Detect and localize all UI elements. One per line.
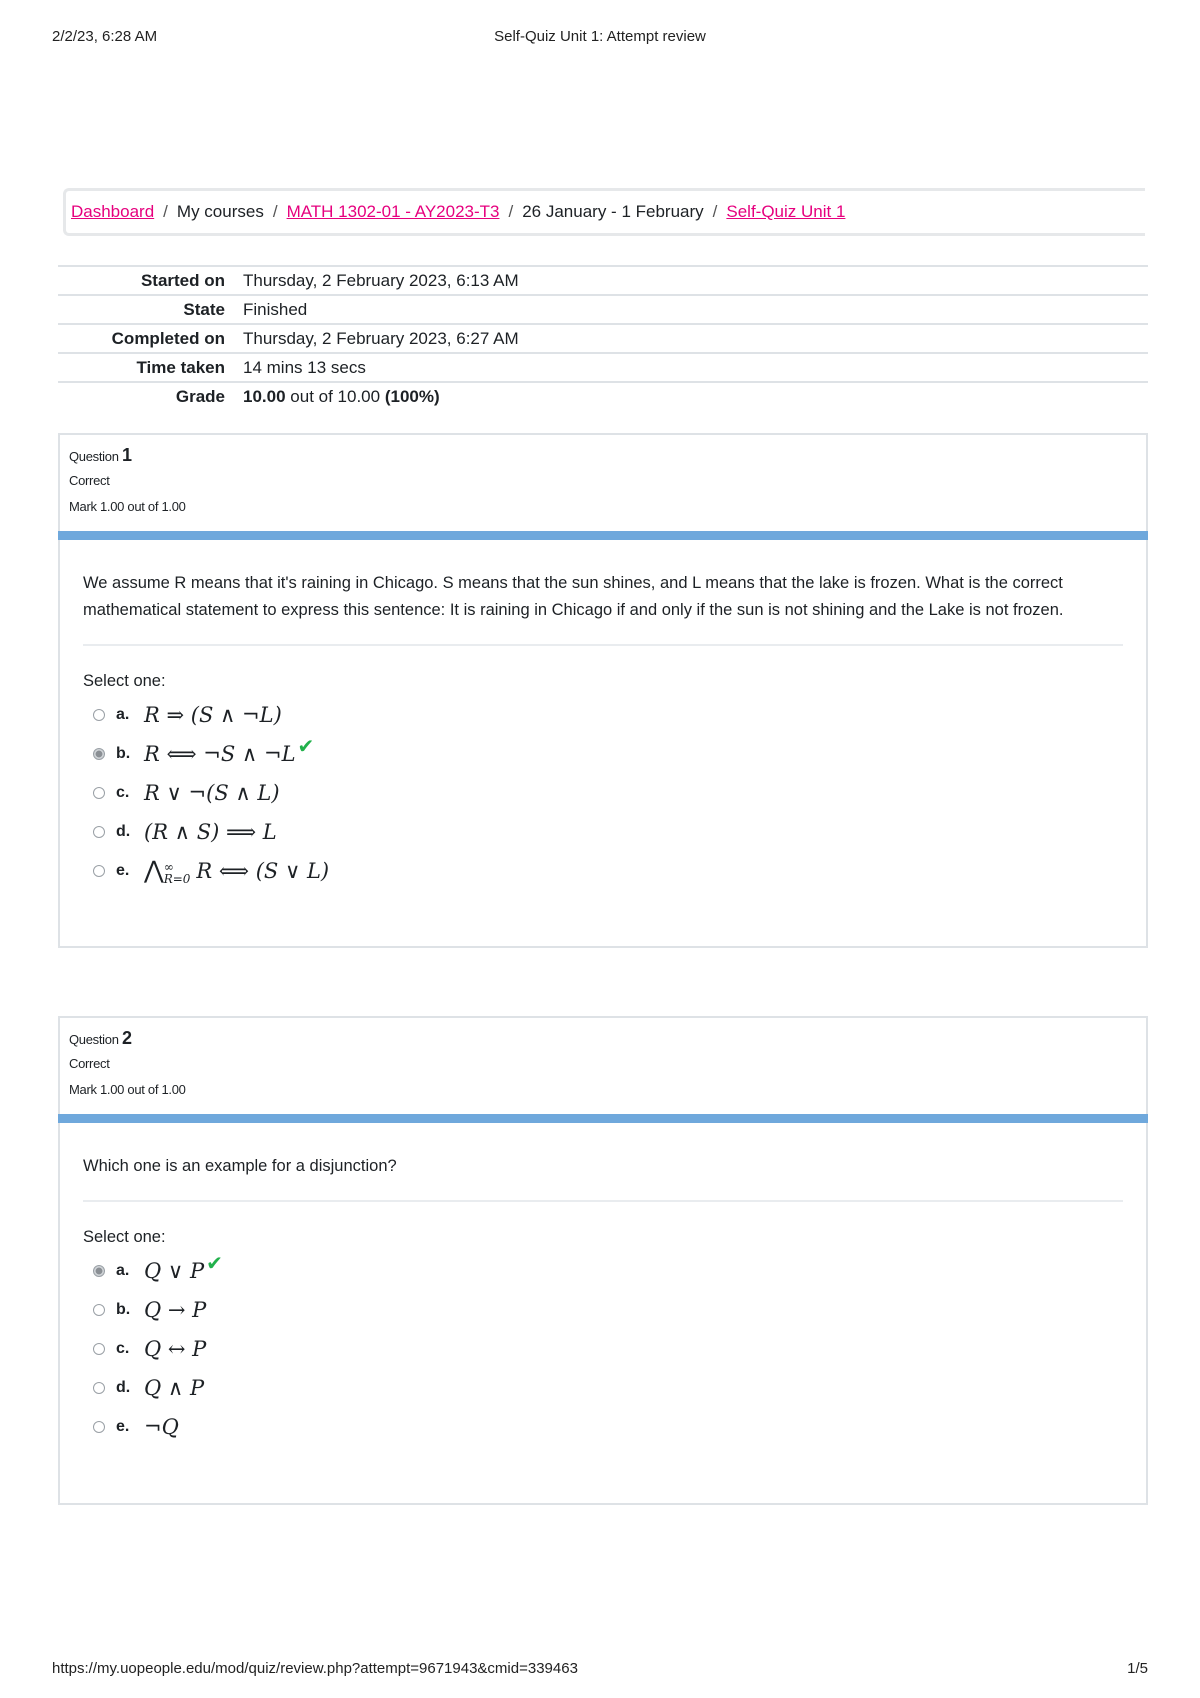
breadcrumb-separator: /: [712, 202, 718, 221]
answer-letter: c.: [116, 1339, 130, 1357]
summary-value: [243, 382, 1148, 410]
print-date: 2/2/23, 6:28 AM: [52, 28, 158, 45]
answer-option[interactable]: [83, 1290, 1123, 1329]
radio-button[interactable]: [93, 1304, 105, 1316]
answer-option[interactable]: [83, 695, 1123, 734]
radio-button-checked[interactable]: [93, 748, 105, 760]
answer-expression-rest: R ⟺ (S ∨ L): [196, 859, 330, 884]
question-divider-bar: [58, 1114, 1148, 1123]
answer-expression: (R ∧ S) ⟹ L: [144, 819, 277, 844]
question-info: [60, 435, 1146, 531]
summary-label: State: [58, 295, 243, 324]
summary-label: Started on: [58, 266, 243, 295]
upper-limit: ∞: [163, 859, 174, 874]
answer-list: [83, 695, 1123, 890]
question-state: Correct: [69, 473, 110, 488]
question-state: Correct: [69, 1056, 110, 1071]
question-number-value: 2: [121, 1028, 132, 1048]
big-and-operator: ⋀: [144, 856, 164, 885]
answer-expression: [144, 856, 329, 885]
question-text: Which one is an example for a disjunction?: [83, 1153, 1123, 1202]
radio-button[interactable]: [93, 709, 105, 721]
answer-expression: ¬Q: [144, 1414, 179, 1439]
answer-option[interactable]: [83, 812, 1123, 851]
answer-letter: e.: [116, 1417, 130, 1435]
answer-option[interactable]: [83, 851, 1123, 890]
answer-expression: Q ∨ P: [144, 1258, 205, 1283]
radio-button[interactable]: [93, 1343, 105, 1355]
question-mark: Mark 1.00 out of 1.00: [69, 499, 186, 514]
question-card: [58, 433, 1148, 948]
breadcrumb-course-link[interactable]: MATH 1302-01 - AY2023-T3: [286, 202, 500, 221]
breadcrumb-separator: /: [163, 202, 168, 221]
question-number: [69, 445, 1146, 466]
answer-expression: Q ↔ P: [144, 1336, 207, 1361]
answer-expression: R ⇒ (S ∧ ¬L): [144, 702, 282, 727]
breadcrumb-separator: /: [508, 202, 514, 221]
breadcrumb: [63, 188, 1145, 236]
answer-letter: d.: [116, 822, 131, 840]
radio-button[interactable]: [93, 787, 105, 799]
summary-value: Thursday, 2 February 2023, 6:27 AM: [243, 324, 1148, 353]
answer-letter: e.: [116, 861, 130, 879]
print-page-number: 1/5: [1127, 1660, 1148, 1677]
question-mark: Mark 1.00 out of 1.00: [69, 1082, 186, 1097]
summary-label: Time taken: [58, 353, 243, 382]
question-label: Question: [69, 1032, 119, 1047]
summary-row-state: [58, 295, 1148, 324]
radio-button[interactable]: [93, 826, 105, 838]
select-one-prompt: Select one:: [83, 1228, 166, 1246]
breadcrumb-dashboard-link[interactable]: Dashboard: [71, 202, 155, 221]
answer-letter: a.: [116, 1261, 130, 1279]
question-card: [58, 1016, 1148, 1505]
grade-out-of: out of 10.00: [290, 386, 381, 406]
grade-score: 10.00: [243, 386, 286, 406]
answer-expression: Q → P: [144, 1297, 207, 1322]
grade-percent: (100%): [384, 386, 440, 406]
question-content: [60, 540, 1146, 890]
answer-expression: R ⟺ ¬S ∧ ¬L: [144, 741, 296, 766]
summary-label: Completed on: [58, 324, 243, 353]
answer-letter: b.: [116, 744, 131, 762]
operator-limits: [164, 861, 191, 885]
radio-button[interactable]: [93, 865, 105, 877]
print-title: Self-Quiz Unit 1: Attempt review: [494, 28, 706, 45]
breadcrumb-week[interactable]: 26 January - 1 February: [522, 202, 704, 221]
radio-button[interactable]: [93, 1421, 105, 1433]
print-url: https://my.uopeople.edu/mod/quiz/review.php?attempt=9671943&cmid=339463: [52, 1660, 578, 1677]
question-content: [60, 1123, 1146, 1446]
question-number: [69, 1028, 1146, 1049]
question-label: Question: [69, 449, 119, 464]
radio-button[interactable]: [93, 1382, 105, 1394]
answer-option[interactable]: [83, 773, 1123, 812]
question-number-value: 1: [121, 445, 132, 465]
summary-value: Thursday, 2 February 2023, 6:13 AM: [243, 266, 1148, 295]
answer-option[interactable]: [83, 1368, 1123, 1407]
summary-label: Grade: [58, 382, 243, 410]
answer-letter: c.: [116, 783, 130, 801]
question-info: [60, 1018, 1146, 1114]
answer-option[interactable]: [83, 1407, 1123, 1446]
lower-limit: R=0: [163, 871, 191, 886]
question-divider-bar: [58, 531, 1148, 540]
summary-row-started: [58, 266, 1148, 295]
answer-expression: R ∨ ¬(S ∧ L): [144, 780, 280, 805]
summary-row-grade: [58, 382, 1148, 410]
radio-button-checked[interactable]: [93, 1265, 105, 1277]
correct-check-icon: ✔: [206, 1253, 223, 1275]
answer-letter: a.: [116, 705, 130, 723]
attempt-summary-table: [58, 265, 1148, 410]
print-header: [52, 28, 1148, 50]
answer-expression: Q ∧ P: [144, 1375, 205, 1400]
breadcrumb-separator: /: [272, 202, 278, 221]
answer-letter: b.: [116, 1300, 131, 1318]
breadcrumb-quiz-link[interactable]: Self-Quiz Unit 1: [726, 202, 846, 221]
answer-option-selected[interactable]: [83, 1251, 1123, 1290]
breadcrumb-my-courses[interactable]: My courses: [176, 202, 264, 221]
summary-row-time: [58, 353, 1148, 382]
summary-row-completed: [58, 324, 1148, 353]
correct-check-icon: ✔: [297, 736, 315, 758]
answer-option[interactable]: [83, 1329, 1123, 1368]
answer-letter: d.: [116, 1378, 131, 1396]
question-text: We assume R means that it's raining in Chicago. S means that the sun shines, and L means that the lake is frozen. What is the correct mathematical statement to express this sentence: It is raining in Chicago if and only if the sun is not shining and the Lake is not frozen.: [83, 570, 1123, 646]
answer-list: [83, 1251, 1123, 1446]
summary-value: 14 mins 13 secs: [243, 353, 1148, 382]
answer-option-selected[interactable]: [83, 734, 1123, 773]
select-one-prompt: Select one:: [83, 672, 166, 690]
print-footer: [52, 1660, 1148, 1680]
summary-value: Finished: [243, 295, 1148, 324]
